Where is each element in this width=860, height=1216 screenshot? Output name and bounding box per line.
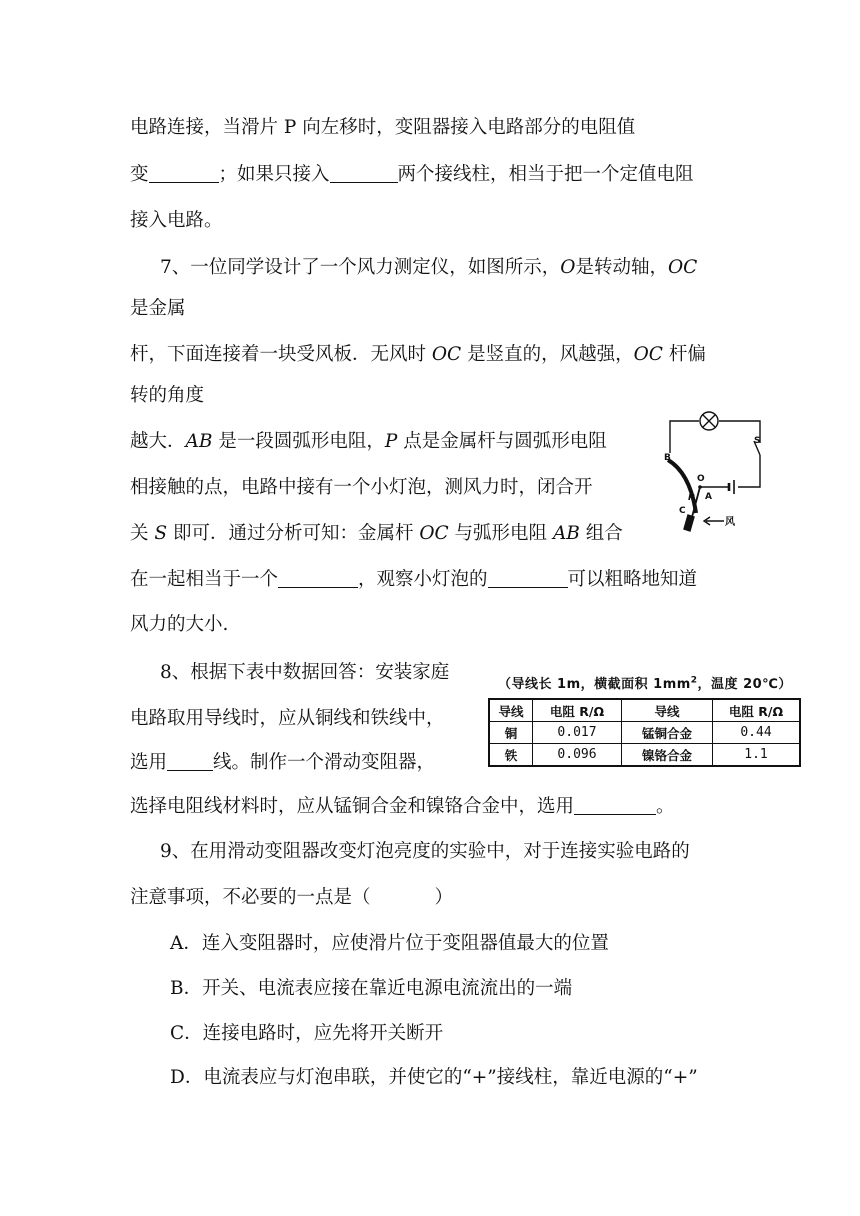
table-row xyxy=(489,722,800,744)
q6-line1: 电路连接，当滑片 P 向左移时，变阻器接入电路部分的电阻值 xyxy=(130,117,636,138)
table-cell: 0.017 xyxy=(533,722,622,744)
q7-text: 组合 xyxy=(579,523,623,544)
answer-blank[interactable] xyxy=(167,752,213,771)
circuit-wire xyxy=(670,421,699,453)
q7-line1 xyxy=(160,256,697,280)
answer-blank[interactable] xyxy=(278,569,358,588)
q7-text: 越大． xyxy=(130,431,186,452)
table-header: 导线 xyxy=(489,699,533,722)
q8-text: 选用 xyxy=(130,752,168,773)
answer-blank[interactable] xyxy=(488,569,568,588)
q9-line2 xyxy=(130,886,453,910)
table-cell: 1.1 xyxy=(713,744,801,767)
q7-line8 xyxy=(130,568,697,592)
q7-var: OC xyxy=(667,257,698,278)
caption-text: ，温度 20℃） xyxy=(697,677,792,692)
q7-var: P xyxy=(384,431,398,452)
lamp-cross xyxy=(703,415,715,427)
table-cell: 铁 xyxy=(489,744,533,767)
resistivity-table xyxy=(488,698,801,767)
q6-text: 两个接线柱，相当于把一个定值电阻 xyxy=(397,164,694,185)
q8-line3 xyxy=(130,751,435,775)
wind-gauge-circuit-diagram xyxy=(650,405,775,535)
q6-text: ；如果只接入 xyxy=(218,164,330,185)
q7-line4: 转的角度 xyxy=(130,385,205,406)
q7-var: OC xyxy=(633,344,663,365)
wind-plate-icon xyxy=(684,515,694,531)
option-b[interactable]: B．开关、电流表应接在靠近电源电流流出的一端 xyxy=(170,978,573,999)
answer-blank[interactable] xyxy=(574,796,656,815)
q7-text: 点是金属杆与圆弧形电阻 xyxy=(397,431,607,452)
table-caption xyxy=(498,673,792,692)
q7-text: 杆偏 xyxy=(662,344,706,365)
q7-line9: 风力的大小. xyxy=(130,614,229,635)
table-row xyxy=(489,744,800,767)
q7-line6: 相接触的点，电路中接有一个小灯泡，测风力时，闭合开 xyxy=(130,477,593,498)
q7-var: O xyxy=(560,257,576,278)
q7-var: OC xyxy=(419,523,449,544)
q7-line5 xyxy=(130,430,607,454)
q7-text: 关 xyxy=(130,523,155,544)
q7-line7 xyxy=(130,522,623,546)
q9-text: ） xyxy=(434,887,454,908)
q8-text: 线。制作一个滑动变阻器， xyxy=(213,752,436,773)
q7-line2: 是金属 xyxy=(130,298,186,319)
q8-text: 。 xyxy=(656,796,675,817)
option-c[interactable]: C．连接电路时，应先将开关断开 xyxy=(170,1023,444,1044)
q7-var: S xyxy=(154,523,168,544)
table-cell: 0.44 xyxy=(713,722,801,744)
q9-line1: 9、在用滑动变阻器改变灯泡亮度的实验中，对于连接实验电路的 xyxy=(160,841,690,862)
q6-line2 xyxy=(130,163,694,187)
q8-text: 选择电阻线材料时，应从锰铜合金和镍铬合金中，选用 xyxy=(130,796,575,817)
caption-text: （导线长 1m，横截面积 1mm xyxy=(498,677,691,692)
pivot-icon xyxy=(698,485,702,489)
q9-text: 注意事项，不必要的一点是（ xyxy=(130,887,371,908)
q8-line2: 电路取用导线时，应从铜线和铁线中， xyxy=(130,708,445,729)
q7-text: 7、一位同学设计了一个风力测定仪，如图所示， xyxy=(160,257,561,278)
caption-superscript: 2 xyxy=(690,675,698,686)
label-wind: 风 xyxy=(725,517,735,528)
option-d[interactable]: D．电流表应与灯泡串联，并使它的“+”接线柱，靠近电源的“+” xyxy=(170,1067,698,1088)
label-c: C xyxy=(679,506,686,516)
label-a: A xyxy=(705,492,712,502)
q6-text: 变 xyxy=(130,164,149,185)
label-p: P xyxy=(688,493,695,503)
label-s: S xyxy=(754,436,761,446)
table-cell: 铜 xyxy=(489,722,533,744)
answer-blank[interactable] xyxy=(149,164,219,183)
q7-text: 是竖直的，风越强， xyxy=(461,344,634,365)
table-header: 导线 xyxy=(622,699,713,722)
table-cell: 锰铜合金 xyxy=(622,722,713,744)
circuit-wire xyxy=(738,455,760,487)
q7-text: 杆，下面连接着一块受风板．无风时 xyxy=(130,344,432,365)
table-cell: 0.096 xyxy=(533,744,622,767)
q7-text: ，观察小灯泡的 xyxy=(358,569,488,590)
q7-text: 在一起相当于一个 xyxy=(130,569,279,590)
q7-text: 是一段圆弧形电阻， xyxy=(212,431,385,452)
q7-text: 是转动轴， xyxy=(575,257,668,278)
q7-text: 与弧形电阻 xyxy=(448,523,553,544)
q6-line3: 接入电路。 xyxy=(130,210,223,231)
q7-var: AB xyxy=(185,431,213,452)
label-b: B xyxy=(664,453,671,463)
wind-arrow-icon xyxy=(704,517,724,525)
table-cell: 镍铬合金 xyxy=(622,744,713,767)
table-header: 电阻 R/Ω xyxy=(533,699,622,722)
q7-var: AB xyxy=(552,523,580,544)
q7-var: OC xyxy=(431,344,462,365)
q7-text: 可以粗略地知道 xyxy=(567,569,698,590)
label-o: O xyxy=(697,474,705,484)
q7-text: 即可．通过分析可知：金属杆 xyxy=(167,523,420,544)
answer-blank[interactable] xyxy=(330,164,398,183)
q8-line1: 8、根据下表中数据回答：安装家庭 xyxy=(160,662,450,683)
option-a[interactable]: A．连入变阻器时，应使滑片位于变阻器值最大的位置 xyxy=(170,933,609,954)
table-header-row xyxy=(489,699,800,722)
q7-line3 xyxy=(130,343,706,367)
q8-line4 xyxy=(130,795,675,819)
table-header: 电阻 R/Ω xyxy=(713,699,801,722)
